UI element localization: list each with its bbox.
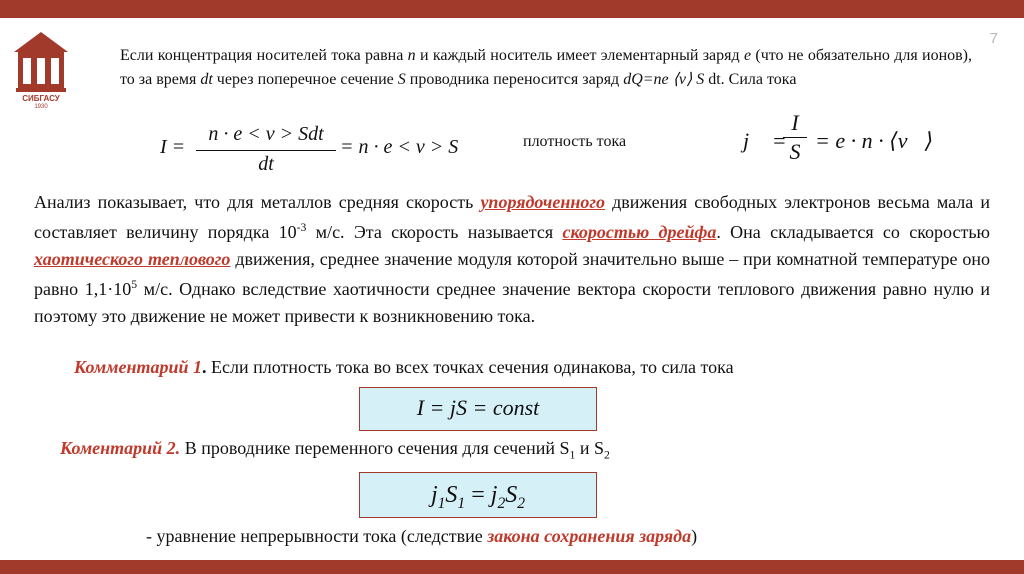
logo-caption: СИБГАСУ (22, 94, 60, 103)
highlight-thermal: хаотического теплового (34, 248, 231, 269)
bottom-bar (0, 560, 1024, 574)
highlight-drift: скоростью дрейфа (562, 222, 717, 243)
university-logo (12, 30, 70, 112)
logo-subcaption: 1930 (34, 104, 48, 110)
page-number: 7 (989, 30, 998, 47)
continuity-caption: - уравнение непрерывности тока (следствие закона сохранения заряда) (146, 526, 698, 546)
formula-lhs: I = (160, 136, 186, 158)
constant-current-formula: I = jS = const (359, 387, 597, 431)
top-bar (0, 0, 1024, 18)
formula-rhs: = n · e < v > S (340, 136, 459, 158)
current-formula (160, 123, 460, 177)
analysis-paragraph: Анализ показывает, что для металлов средняя скорость упорядоченного движения свободных электронов весьма мала и составляет величину порядка $10^{-3}$ м/с. Эта скорость называется скоростью дрейфа. Она складывается со скоростью хаотического теплового движения, среднее значение модуля которой значительно выше – при комнатной температуре оно равно $1,1\cdot 10^5$ м/с. Однако вследствие хаотичности среднее значение вектора скорости теплового движения равно нулю и поэтому это движение не может привести к возникновению тока. (34, 192, 991, 326)
highlight-conservation: закона сохранения заряда (487, 526, 692, 546)
density-label: плотность тока (523, 133, 627, 150)
continuity-formula: $j_1S_1 = j_2S_2$ (359, 472, 597, 518)
formula-fraction: n · e < v > Sdt dt (196, 123, 336, 176)
comment-2: Коментарий 2. В проводнике переменного сечения для сечений $S_1$ и $S_2$ (60, 438, 610, 462)
intro-paragraph: Если концентрация носителей тока равна n и каждый носитель имеет элементарный заряд e (что не обязательно для ионов), то за время dt через поперечное сечение S проводника переносится заряд dQ=ne ⟨v⟩ S dt. Сила тока (120, 47, 973, 88)
density-formula: j⃗ = I S = e · n · ⟨v⃗⟩ (743, 110, 934, 164)
highlight-ordered: упорядоченного (480, 192, 606, 212)
comment-1: Комментарий 1. Если плотность тока во всех точках сечения одинакова, то сила тока (74, 357, 734, 377)
